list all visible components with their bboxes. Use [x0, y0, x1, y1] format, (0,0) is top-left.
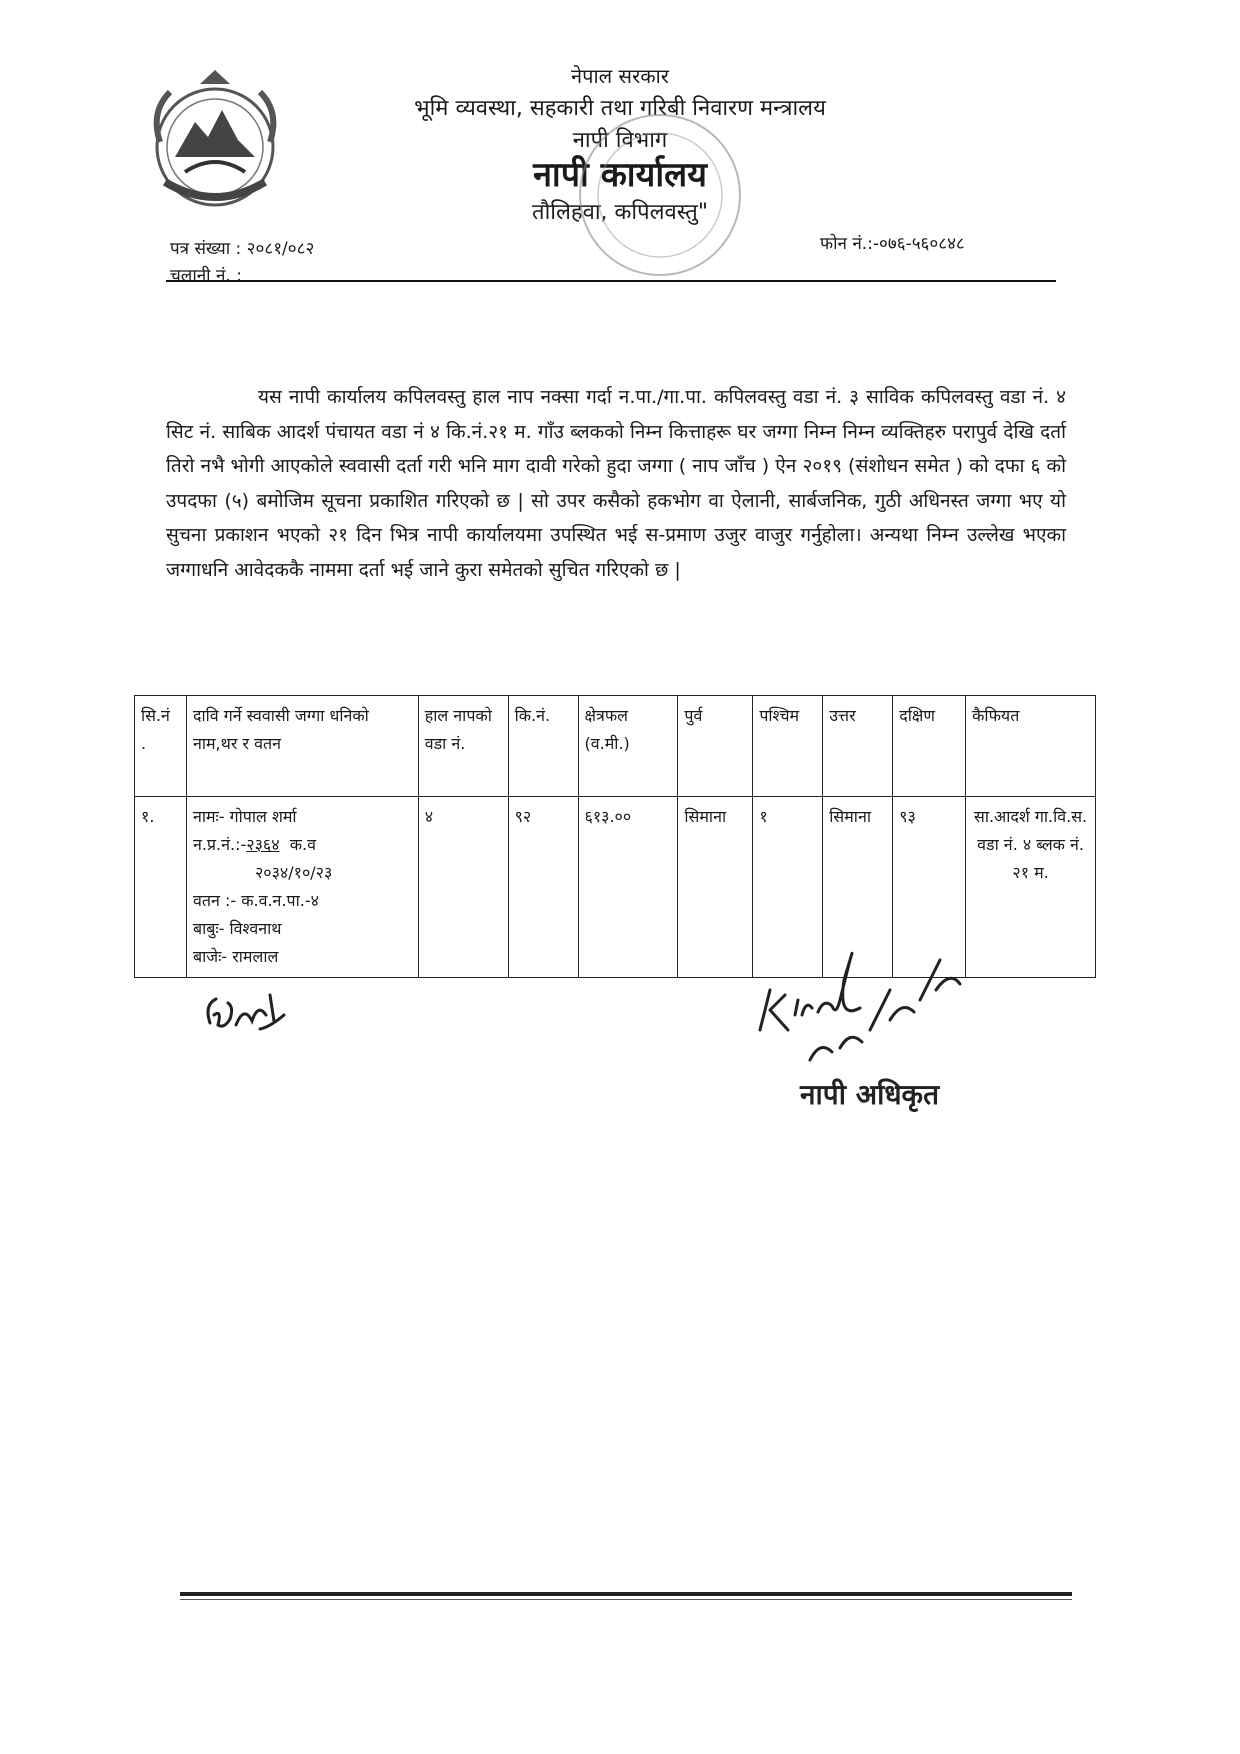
citizenship-line: [193, 831, 412, 859]
citizenship-number: २३६४: [246, 835, 280, 854]
office-address: तौलिहवा, कपिलवस्तु": [532, 200, 708, 225]
applicant-name: नामः- गोपाल शर्मा: [192, 807, 297, 826]
cell-ward: ४: [418, 797, 508, 978]
citizenship-label: न.प्र.नं.:-: [192, 835, 247, 854]
header-owner: दावि गर्ने स्ववासी जग्गा धनिको नाम,थर र वतन: [186, 696, 418, 797]
dispatch-number: चलानी नं. :: [170, 266, 242, 286]
header-plot: कि.नं.: [508, 696, 578, 797]
officer-title: नापी अधिकृत: [800, 1078, 940, 1111]
footer-divider: [180, 1592, 1072, 1596]
cell-plot: ९२: [508, 797, 578, 978]
table-header-row: [135, 696, 1096, 797]
office-name: नापी कार्यालय: [533, 155, 707, 195]
citizenship-issued: क.व: [289, 835, 316, 854]
handwritten-initials-icon: [200, 985, 290, 1035]
footer-divider-thin: [180, 1599, 1072, 1600]
header-sn: सि.नं .: [135, 696, 187, 797]
citizenship-date: २०३४/१०/२३: [254, 863, 333, 882]
cell-south: ९३: [893, 797, 966, 978]
header-remarks: कैफियत: [966, 696, 1096, 797]
header-north: उत्तर: [823, 696, 893, 797]
header-divider: [166, 280, 1056, 282]
applicant-residence: वतन :- क.व.न.पा.-४: [192, 891, 319, 910]
header-east: पुर्व: [678, 696, 753, 797]
cell-sn: १.: [135, 797, 187, 978]
cell-owner: [186, 797, 418, 978]
ministry-name: भूमि व्यवस्था, सहकारी तथा गरिबी निवारण मन्त्रालय: [414, 96, 826, 121]
header-south: दक्षिण: [893, 696, 966, 797]
office-stamp-icon: [560, 100, 760, 290]
cell-north: सिमाना: [823, 797, 893, 978]
header-ward: हाल नापको वडा नं.: [418, 696, 508, 797]
cell-east: सिमाना: [678, 797, 753, 978]
handwritten-signature-icon: [740, 920, 970, 1070]
applicant-grandfather: बाजेः- रामलाल: [192, 947, 279, 966]
notice-body: यस नापी कार्यालय कपिलवस्तु हाल नाप नक्सा गर्दा न.पा./गा.पा. कपिलवस्तु वडा नं. ३ साविक कपिलवस्तु वडा नं. ४ सिट नं. साबिक आदर्श पंचायत वडा नं ४ कि.नं.२१ म. गाँउ ब्लकको निम्न कित्ताहरू घर जग्गा निम्न निम्न व्यक्तिहरु परापुर्व देखि दर्ता तिरो नभै भोगी आएकोले स्ववासी दर्ता गरी भनि माग दावी गरेको हुदा जग्गा ( नाप जाँच ) ऐन २०१९ (संशोधन समेत ) को दफा ६ को उपदफा (५) बमोजिम सूचना प्रकाशित गरिएको छ | सो उपर कसैको हकभोग वा ऐलानी, सार्बजनिक, गुठी अधिनस्त जग्गा भए यो सुचना प्रकाशन भएको २१ दिन भित्र नापी कार्यालयमा उपस्थित भई स-प्रमाण उजुर वाजुर गर्नुहोला। अन्यथा निम्न उल्लेख भएका जग्गाधनि आवेदककै नाममा दर्ता भई जाने कुरा समेतको सुचित गरिएको छ |: [166, 386, 1066, 581]
cell-area: ६१३.००: [578, 797, 678, 978]
department-name: नापी विभाग: [572, 128, 668, 153]
government-name: नेपाल सरकार: [571, 64, 669, 88]
phone-number: फोन नं.:-०७६-५६०८४८: [820, 234, 965, 254]
letter-number: पत्र संख्या : २०८१/०८२: [170, 239, 315, 259]
cell-west: १: [753, 797, 823, 978]
applicant-father: बाबुः- विश्वनाथ: [192, 919, 282, 938]
header-area: क्षेत्रफल (व.मी.): [578, 696, 678, 797]
cell-remarks: सा.आदर्श गा.वि.स. वडा नं. ४ ब्लक नं. २१ म.: [966, 797, 1096, 978]
header-west: पश्चिम: [753, 696, 823, 797]
